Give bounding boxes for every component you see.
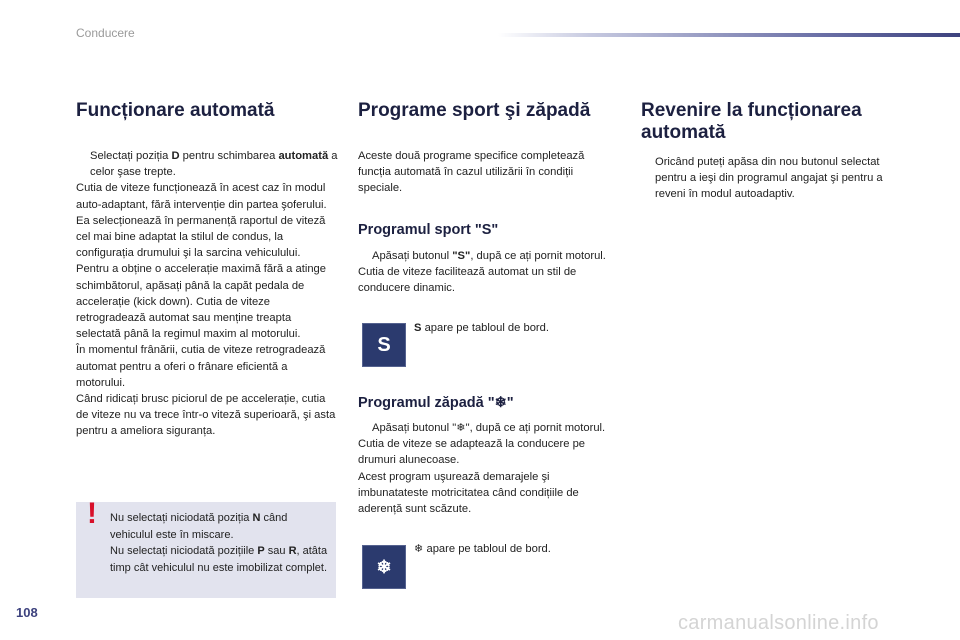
page-number: 108 [16, 605, 38, 620]
column-automatic-operation [76, 100, 338, 440]
bullet-select-d: Selectați poziția D pentru schimbarea automată a celor şase trepte. [90, 150, 338, 179]
paragraph-snow-traction: Acest program uşurează demarajele şi imbunatateste motricitatea când condițiile de aderență sunt scăzute. [358, 470, 579, 516]
paragraph-kick-down: Pentru a obține o accelerație maximă fără a atinge schimbătorul, apăsați până la capăt pedala de accelerație (kick down). Cutia de viteze retrogradează automat sau menține treapta selectată până la regimul maxim al motorului. [76, 263, 326, 341]
header-gradient-bar [498, 33, 960, 37]
warning-exclamation-icon: ! [87, 497, 97, 530]
heading-automatic-operation: Funcționare automată [76, 100, 275, 121]
bullet-press-snow: Apăsați butonul "❄", după ce ați pornit motorul. [372, 422, 606, 434]
paragraph-braking: În momentul frânării, cutia de viteze retrogradează automat pentru a oferi o frânare eficientă a motorului. [76, 344, 326, 389]
watermark: carmanualsonline.info [678, 612, 879, 634]
heading-return-automatic: Revenire la funcționarea automată [641, 100, 862, 143]
heading-sport-snow: Programe sport şi zăpadă [358, 100, 591, 121]
snow-program-section [358, 394, 616, 517]
sport-indicator-icon: S [362, 323, 406, 367]
column-sport-snow [358, 100, 616, 296]
warning-note [76, 497, 336, 598]
paragraph-snow-adapt: Cutia de viteze se adaptează la conducere pe drumuri alunecoase. [358, 438, 586, 467]
warning-text [110, 510, 332, 576]
section-title: Conducere [76, 26, 135, 40]
snow-indicator-note: ❄ apare pe tabloul de bord. [414, 543, 551, 555]
snowflake-icon: ❄ [456, 422, 466, 434]
bullet-press-s: Apăsați butonul "S", după ce ați pornit motorul. [372, 249, 606, 262]
paragraph-lift-foot: Când ridicați brusc piciorul de pe accelerație, cutia de viteze nu va trece într-o viteză superioară, şi asta pentru a ameliora siguranța. [76, 393, 336, 438]
paragraph-auto-adaptive: Cutia de viteze funcționează în acest caz în modul auto-adaptant, fără intervenție din partea şoferului. Ea selecționează în permanență raportul de viteză cel mai bine adaptat la stilul de condus, la configurația drumului şi la sarcina vehiculului. [76, 182, 327, 260]
snowflake-icon: ❄ [414, 543, 424, 555]
sport-indicator-note: S apare pe tabloul de bord. [414, 322, 549, 334]
paragraph-sport-dynamic: Cutia de viteze facilitează automat un stil de conducere dinamic. [358, 265, 577, 295]
bullet-return: Oricând puteți apăsa din nou butonul selectat pentru a ieşi din programul angajat şi pentru a reveni în modul autoadaptiv. [655, 156, 883, 201]
paragraph-programs-intro: Aceste două programe specifice completează funcția automată în cazul utilizării în condiții speciale. [358, 150, 585, 195]
snow-indicator-icon: ❄ [362, 545, 406, 589]
warning-line-pr: Nu selectați niciodată pozițiile P sau R, atâta timp cât vehiculul nu este imobilizat complet. [110, 545, 328, 574]
column-return-automatic [641, 100, 911, 203]
heading-snow-program: Programul zăpadă "❄" [358, 395, 514, 411]
snowflake-icon: ❄ [494, 395, 507, 411]
warning-line-n: Nu selectați niciodată poziția N când vehiculul este în miscare. [110, 512, 288, 541]
heading-sport-program: Programul sport "S" [358, 221, 499, 238]
